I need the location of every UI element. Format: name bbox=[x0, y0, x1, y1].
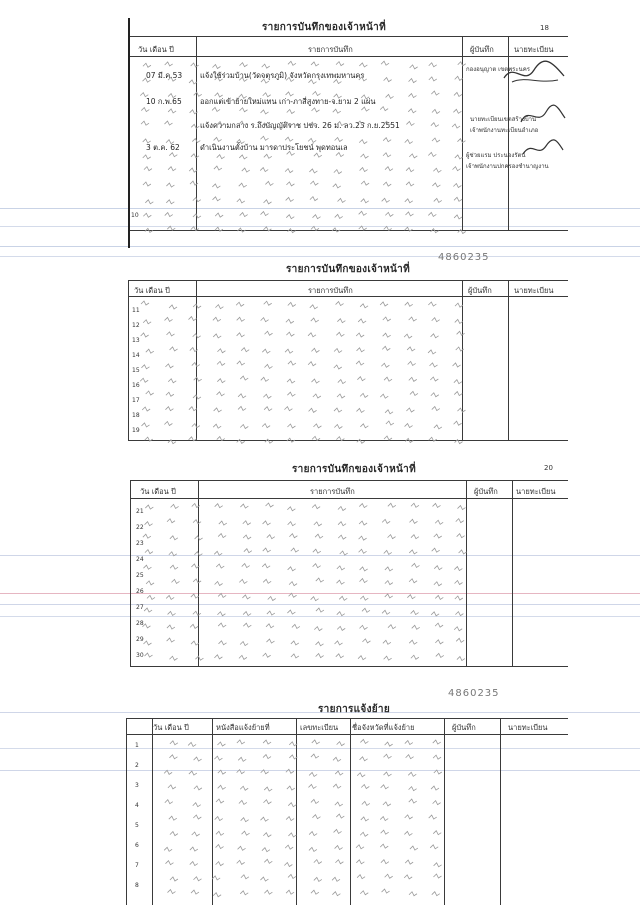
row-number: 18 bbox=[132, 412, 140, 419]
table-row-entry: ดำเนินงานตั้งบ้าน มารดาประโยชน์ พุดทอนเล bbox=[200, 143, 348, 152]
section-2-header-date: วัน เดือน ปี bbox=[134, 286, 170, 295]
section-4-header-recorder: ผู้บันทึก bbox=[452, 723, 476, 732]
section-4-header-date: วัน เดือน ปี bbox=[153, 723, 189, 732]
signature-icon bbox=[518, 104, 568, 128]
row-number: 5 bbox=[135, 822, 139, 829]
row-number: 2 bbox=[135, 762, 139, 769]
row-number: 28 bbox=[136, 620, 144, 627]
section-3-header-recorder: ผู้บันทึก bbox=[474, 487, 498, 496]
serial-number: 4860235 bbox=[438, 252, 490, 263]
row-number: 21 bbox=[136, 508, 144, 515]
row-number: 12 bbox=[132, 322, 140, 329]
section-3-header-registrar: นายทะเบียน bbox=[516, 487, 556, 496]
row-number: 10 bbox=[131, 212, 139, 219]
section-3-header-date: วัน เดือน ปี bbox=[140, 487, 176, 496]
row-number: 3 bbox=[135, 782, 139, 789]
serial-number: 4860235 bbox=[448, 688, 500, 699]
row-number: 27 bbox=[136, 604, 144, 611]
table-row-entry: ออกแต่เข้าย้ายใหม่แทน เก่า-ภาสี่สูงทาย-จ.ยาม 2 แผ่น bbox=[200, 97, 376, 106]
signature-icon bbox=[500, 58, 570, 88]
official-stamp-text: กองอนุญาต เขตพระนคร bbox=[466, 66, 530, 73]
section-3-header-entry: รายการบันทึก bbox=[310, 487, 355, 496]
section-1-title: รายการบันทึกของเจ้าหน้าที่ bbox=[262, 22, 386, 33]
section-2-header-registrar: นายทะเบียน bbox=[514, 286, 554, 295]
row-number: 29 bbox=[136, 636, 144, 643]
row-number: 17 bbox=[132, 397, 140, 404]
table-row-entry: แจ้งความกลาง ร.ถึงบัญญัติราช ปชว. 26 ม. ลว.23 ก.ย.2551 bbox=[200, 121, 400, 130]
official-stamp-text: นายทะเบียนเขตสร้างบ้าน bbox=[470, 116, 537, 123]
section-1-header-recorder: ผู้บันทึก bbox=[470, 45, 494, 54]
section-4-header-regno: เลขทะเบียน bbox=[300, 723, 339, 732]
row-number: 16 bbox=[132, 382, 140, 389]
row-number: 4 bbox=[135, 802, 139, 809]
row-number: 1 bbox=[135, 742, 139, 749]
section-1-header-entry: รายการบันทึก bbox=[308, 45, 353, 54]
official-stamp-text: ผู้ช่วยแรม ประนองรัตน์ bbox=[466, 152, 526, 159]
section-2-title: รายการบันทึกของเจ้าหน้าที่ bbox=[286, 264, 410, 275]
section-4-title: รายการแจ้งย้าย bbox=[318, 704, 391, 715]
section-3-page-number: 20 bbox=[544, 464, 553, 472]
table-row-date: 07 มี.ค.53 bbox=[146, 71, 183, 80]
section-4-header-registrar: นายทะเบียน bbox=[508, 723, 548, 732]
table-row-date: 3 ต.ค. 62 bbox=[146, 143, 180, 152]
row-number: 8 bbox=[135, 882, 139, 889]
section-3-title: รายการบันทึกของเจ้าหน้าที่ bbox=[292, 464, 416, 475]
section-1-header-registrar: นายทะเบียน bbox=[514, 45, 554, 54]
section-2-header-entry: รายการบันทึก bbox=[308, 286, 353, 295]
row-number: 7 bbox=[135, 862, 139, 869]
signature-icon bbox=[520, 138, 566, 160]
section-1-page-number: 18 bbox=[540, 24, 549, 32]
row-number: 25 bbox=[136, 572, 144, 579]
table-row-date: 10 ก.พ.65 bbox=[146, 97, 182, 106]
row-number: 6 bbox=[135, 842, 139, 849]
section-4-header-doc: หนังสือแจ้งย้ายที่ bbox=[216, 723, 270, 732]
section-4-header-province: ชื่อจังหวัดที่แจ้งย้าย bbox=[352, 723, 415, 732]
row-number: 24 bbox=[136, 556, 144, 563]
row-number: 13 bbox=[132, 337, 140, 344]
row-number: 22 bbox=[136, 524, 144, 531]
row-number: 30 bbox=[136, 652, 144, 659]
row-number: 11 bbox=[132, 307, 140, 314]
row-number: 15 bbox=[132, 367, 140, 374]
official-stamp-text: เจ้าพนักงานทะเบียนอำเภอ bbox=[470, 127, 539, 134]
row-number: 19 bbox=[132, 427, 140, 434]
section-2-header-recorder: ผู้บันทึก bbox=[468, 286, 492, 295]
section-1-header-date: วัน เดือน ปี bbox=[138, 45, 174, 54]
row-number: 26 bbox=[136, 588, 144, 595]
row-number: 14 bbox=[132, 352, 140, 359]
row-number: 23 bbox=[136, 540, 144, 547]
official-stamp-text: เจ้าพนักงานปกครองชำนาญงาน bbox=[466, 163, 549, 170]
table-row-entry: แจ้งใช้ร่วมบ้าน(วัดจตุรภูมิ) จังหวัดกรุงเทพมหานคร bbox=[200, 71, 365, 80]
